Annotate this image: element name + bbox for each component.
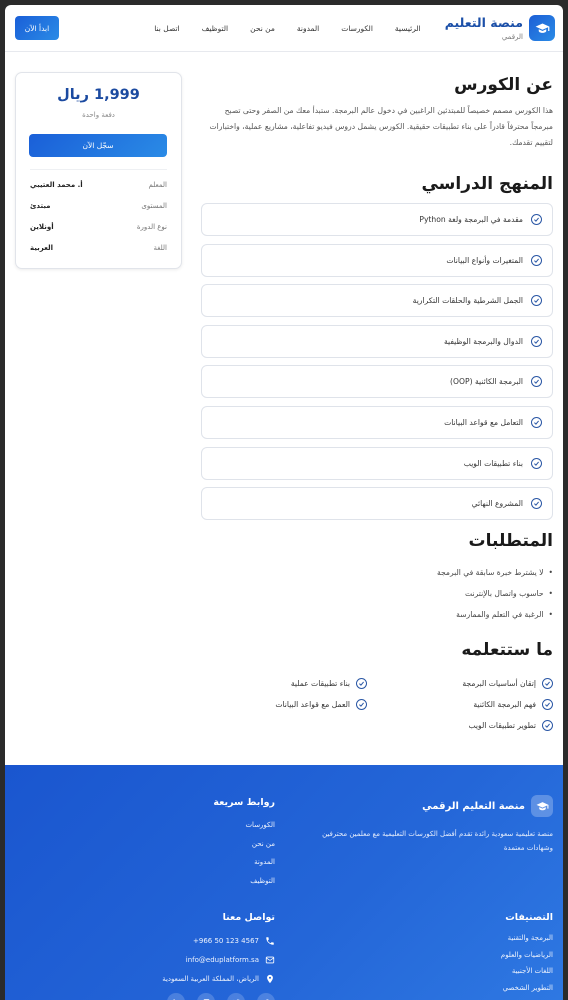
footer-link-about[interactable]: من نحن	[251, 839, 275, 848]
footer-contact	[135, 912, 275, 988]
footer-link-careers[interactable]: التوظيف	[250, 876, 275, 885]
module-label: المتغيرات وأنواع البيانات	[446, 255, 523, 265]
graduation-cap-icon	[531, 795, 553, 817]
address-text: الرياض، المملكة العربية السعودية	[162, 974, 259, 983]
course-info	[30, 169, 167, 258]
brand[interactable]	[445, 15, 555, 41]
check-circle-icon	[531, 458, 542, 469]
enroll-button[interactable]: سجّل الآن	[29, 134, 167, 157]
footer-description: منصة تعليمية سعودية رائدة تقدم أفضل الكورسات التعليمية مع معلمين محترفين وشهادات معتمدة	[322, 830, 553, 852]
check-circle-icon	[531, 214, 542, 225]
footer-category[interactable]: اللغات الأجنبية	[511, 967, 553, 976]
main-content	[5, 52, 563, 764]
info-label: اللغة	[153, 243, 167, 252]
curriculum-module[interactable]	[201, 325, 553, 358]
curriculum-module[interactable]	[201, 284, 553, 317]
info-value: أونلاين	[30, 222, 54, 231]
start-now-button[interactable]: ابدأ الآن	[15, 16, 59, 40]
check-circle-icon	[531, 255, 542, 266]
info-row-language	[30, 237, 167, 258]
requirement-item: • لا يشترط خبرة سابقة في البرمجة	[201, 562, 553, 583]
check-circle-icon	[542, 720, 553, 731]
footer-category[interactable]: التطوير الشخصي	[502, 983, 553, 992]
nav-blog[interactable]: المدونة	[296, 23, 320, 33]
learn-item	[387, 694, 553, 715]
info-value: العربية	[30, 243, 54, 252]
info-row-instructor	[30, 174, 167, 195]
contact-address	[135, 969, 275, 988]
module-label: الجمل الشرطية والحلقات التكرارية	[412, 296, 523, 306]
about-title: عن الكورس	[454, 75, 553, 95]
requirements-list	[201, 562, 553, 625]
enroll-card	[15, 72, 182, 269]
learn-item-label: فهم البرمجة الكائنية	[473, 700, 536, 710]
learn-title: ما ستتعلمه	[461, 640, 553, 661]
info-label: المعلم	[148, 180, 167, 189]
requirements-title: المتطلبات	[468, 531, 553, 552]
price-note: دفعة واحدة	[82, 111, 115, 119]
learn-item-label: تطوير تطبيقات الويب	[468, 721, 536, 731]
learn-item-label: العمل مع قواعد البيانات	[275, 700, 350, 710]
contact-email[interactable]	[135, 950, 275, 969]
curriculum-module[interactable]	[201, 244, 553, 277]
check-circle-icon	[531, 295, 542, 306]
site-footer	[5, 765, 563, 1000]
graduation-cap-icon	[529, 15, 555, 41]
curriculum-module[interactable]	[201, 203, 553, 236]
quick-links	[155, 797, 275, 890]
info-row-level	[30, 195, 167, 216]
module-label: بناء تطبيقات الويب	[463, 458, 523, 468]
curriculum-module[interactable]	[201, 447, 553, 480]
email-icon	[265, 955, 275, 965]
curriculum-title: المنهج الدراسي	[421, 174, 553, 194]
phone-text: +966 50 123 4567	[193, 936, 259, 945]
brand-name: منصة التعليم	[444, 14, 523, 30]
module-label: البرمجة الكائنية (OOP)	[450, 377, 523, 387]
info-label: المستوى	[141, 201, 167, 210]
learn-item	[201, 694, 367, 715]
categories-title: التصنيفات	[505, 912, 553, 923]
check-circle-icon	[531, 498, 542, 509]
nav-about[interactable]: من نحن	[250, 23, 275, 33]
info-label: نوع الدورة	[136, 222, 167, 231]
check-circle-icon	[531, 417, 542, 428]
footer-brand	[422, 795, 553, 817]
nav-home[interactable]: الرئيسية	[394, 23, 421, 33]
contact-title: تواصل معنا	[222, 912, 275, 923]
check-circle-icon	[531, 376, 542, 387]
learn-list	[201, 673, 553, 736]
contact-phone[interactable]	[135, 931, 275, 950]
learn-item	[387, 715, 553, 736]
main-nav	[154, 24, 421, 33]
curriculum-module[interactable]	[201, 406, 553, 439]
site-header	[5, 5, 563, 52]
linkedin-icon[interactable]	[167, 993, 185, 1000]
brand-subtitle: الرقمي	[501, 32, 523, 41]
check-circle-icon	[531, 336, 542, 347]
nav-contact[interactable]: اتصل بنا	[154, 23, 180, 33]
page	[5, 5, 563, 1000]
info-row-type	[30, 216, 167, 237]
quick-links-title: روابط سريعة	[213, 797, 275, 808]
course-price: 1,999 ريال	[57, 87, 140, 103]
learn-item-label: إتقان أساسيات البرمجة	[462, 679, 536, 689]
module-label: المشروع النهائي	[471, 499, 523, 509]
info-value: مبتدئ	[30, 201, 51, 210]
learn-item	[387, 673, 553, 694]
nav-courses[interactable]: الكورسات	[341, 23, 373, 33]
requirement-item: • الرغبة في التعلم والممارسة	[201, 604, 553, 625]
info-value: أ. محمد العتيبي	[30, 180, 83, 189]
footer-category[interactable]: الرياضيات والعلوم	[500, 950, 553, 959]
check-circle-icon	[356, 699, 367, 710]
phone-icon	[265, 936, 275, 946]
location-pin-icon	[265, 974, 275, 984]
module-label: الدوال والبرمجة الوظيفية	[443, 336, 523, 346]
check-circle-icon	[542, 678, 553, 689]
curriculum-list	[201, 203, 553, 520]
facebook-icon[interactable]	[257, 993, 275, 1000]
footer-categories	[433, 912, 553, 996]
check-circle-icon	[542, 699, 553, 710]
check-circle-icon	[356, 678, 367, 689]
curriculum-module[interactable]	[201, 487, 553, 520]
module-label: التعامل مع قواعد البيانات	[444, 417, 523, 427]
footer-link-blog[interactable]: المدونة	[254, 858, 275, 867]
course-details	[201, 74, 553, 736]
about-text: هذا الكورس مصمم خصيصاً للمبتدئين الراغبين في دخول عالم البرمجة. ستبدأ معك من الصفر وحتى تصبح مبرمجاً محترفاً قادراً على بناء تطبيقات حقيقية. الكورس يشمل دروس فيديو تفاعلية، مشاريع عملية، واختبارات لتقييم تقدمك.	[209, 106, 553, 147]
email-text: info@eduplatform.sa	[185, 955, 259, 964]
twitter-icon[interactable]	[227, 993, 245, 1000]
module-label: مقدمة في البرمجة ولغة Python	[419, 215, 523, 224]
nav-careers[interactable]: التوظيف	[201, 23, 229, 33]
footer-link-courses[interactable]: الكورسات	[245, 821, 275, 830]
learn-item	[201, 673, 367, 694]
learn-item-label: بناء تطبيقات عملية	[290, 679, 350, 689]
curriculum-module[interactable]	[201, 365, 553, 398]
social-links	[167, 993, 275, 1000]
instagram-icon[interactable]	[197, 993, 215, 1000]
requirement-item: • حاسوب واتصال بالإنترنت	[201, 583, 553, 604]
footer-brand-name: منصة التعليم الرقمي	[422, 800, 525, 812]
footer-category[interactable]: البرمجة والتقنية	[507, 934, 553, 943]
